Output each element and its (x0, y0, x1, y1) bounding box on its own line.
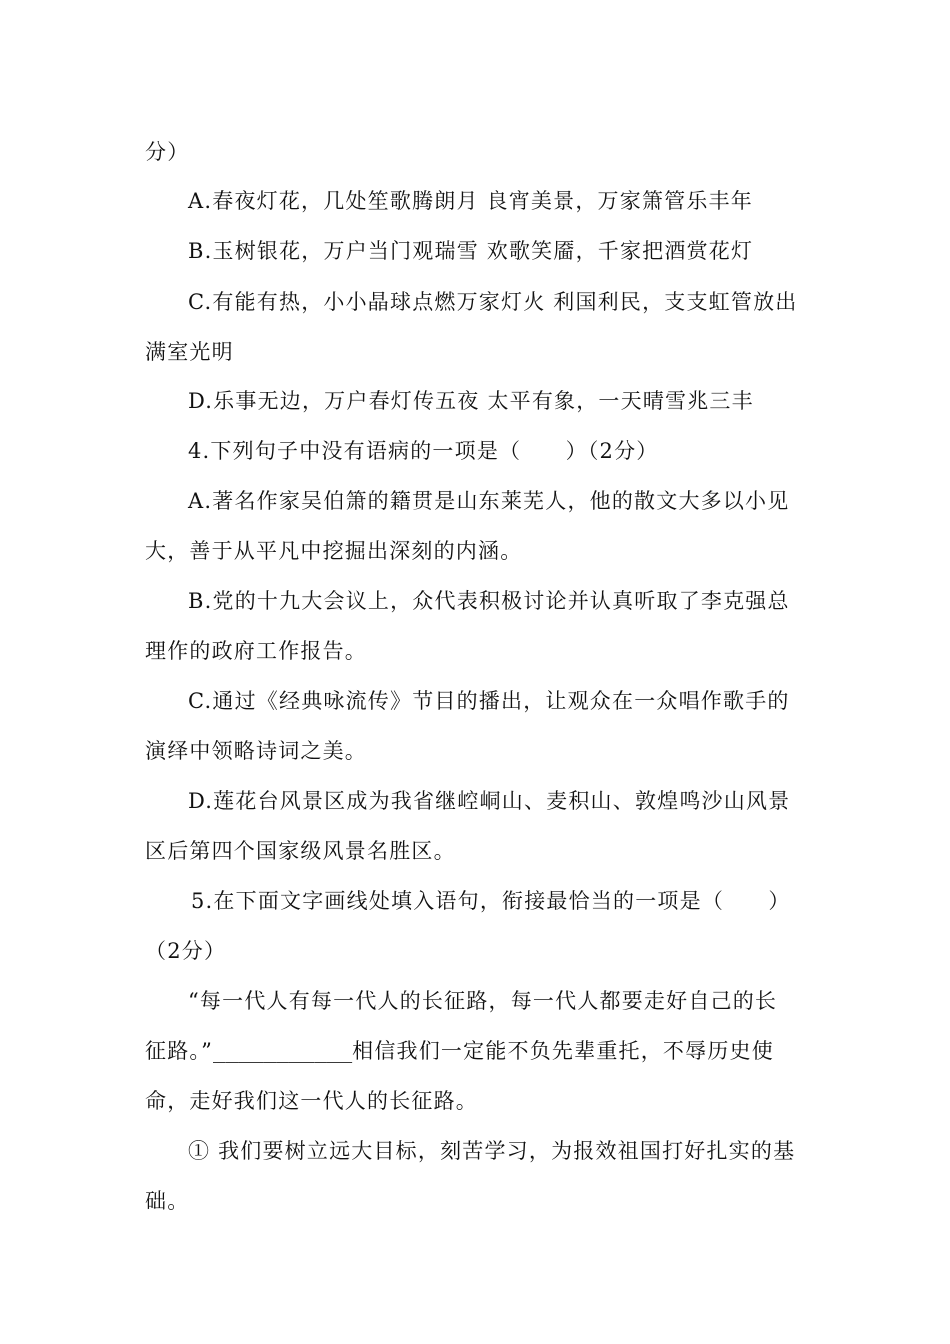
question-4-stem: 4.下列句子中没有语病的一项是（ ）（2分） (188, 439, 659, 463)
question-5-stem: 5.在下面文字画线处填入语句，衔接最恰当的一项是（ ） (191, 889, 791, 913)
text-line: 分） (145, 140, 190, 164)
fill-in-blank: ___________ (213, 1039, 353, 1063)
q5-sentence-1-continued: 础。 (145, 1189, 190, 1213)
question-5-points: （2分） (145, 939, 227, 963)
q3-option-b: B.玉树银花，万户当门观瑞雪 欢歌笑靥，千家把酒赏花灯 (188, 239, 754, 263)
q5-passage-continued (145, 1036, 815, 1066)
q4-option-d-continued: 区后第四个国家级风景名胜区。 (145, 839, 456, 863)
q5-passage-end: 命，走好我们这一代人的长征路。 (145, 1089, 478, 1113)
q4-option-a-continued: 大，善于从平凡中挖掘出深刻的内涵。 (145, 539, 523, 563)
q4-option-b-continued: 理作的政府工作报告。 (145, 639, 367, 663)
q5-sentence-1: ① 我们要树立远大目标，刻苦学习，为报效祖国打好扎实的基 (188, 1139, 796, 1163)
q3-option-c-continued: 满室光明 (145, 340, 234, 364)
q4-option-a: A.著名作家吴伯箫的籍贯是山东莱芜人，他的散文大多以小见 (188, 489, 790, 513)
q5-passage: “每一代人有每一代人的长征路，每一代人都要走好自己的长 (188, 989, 778, 1013)
q3-option-a: A.春夜灯花，几处笙歌腾朗月 良宵美景，万家箫管乐丰年 (188, 189, 753, 213)
q5-passage-text: 征路。” (145, 1039, 214, 1063)
q3-option-c: C.有能有热，小小晶球点燃万家灯火 利国利民，支支虹管放出 (188, 290, 798, 314)
q4-option-c-continued: 演绎中领略诗词之美。 (145, 739, 367, 763)
q4-option-c: C.通过《经典咏流传》节目的播出，让观众在一众唱作歌手的 (188, 689, 790, 713)
q4-option-d: D.莲花台风景区成为我省继崆峒山、麦积山、敦煌鸣沙山风景 (188, 789, 791, 813)
q4-option-b: B.党的十九大会议上，众代表积极讨论并认真听取了李克强总 (188, 589, 790, 613)
q3-option-d: D.乐事无边，万户春灯传五夜 太平有象，一天晴雪兆三丰 (188, 389, 754, 413)
q5-passage-text-after-blank: 相信我们一定能不负先辈重托，不辱历史使 (352, 1039, 774, 1063)
